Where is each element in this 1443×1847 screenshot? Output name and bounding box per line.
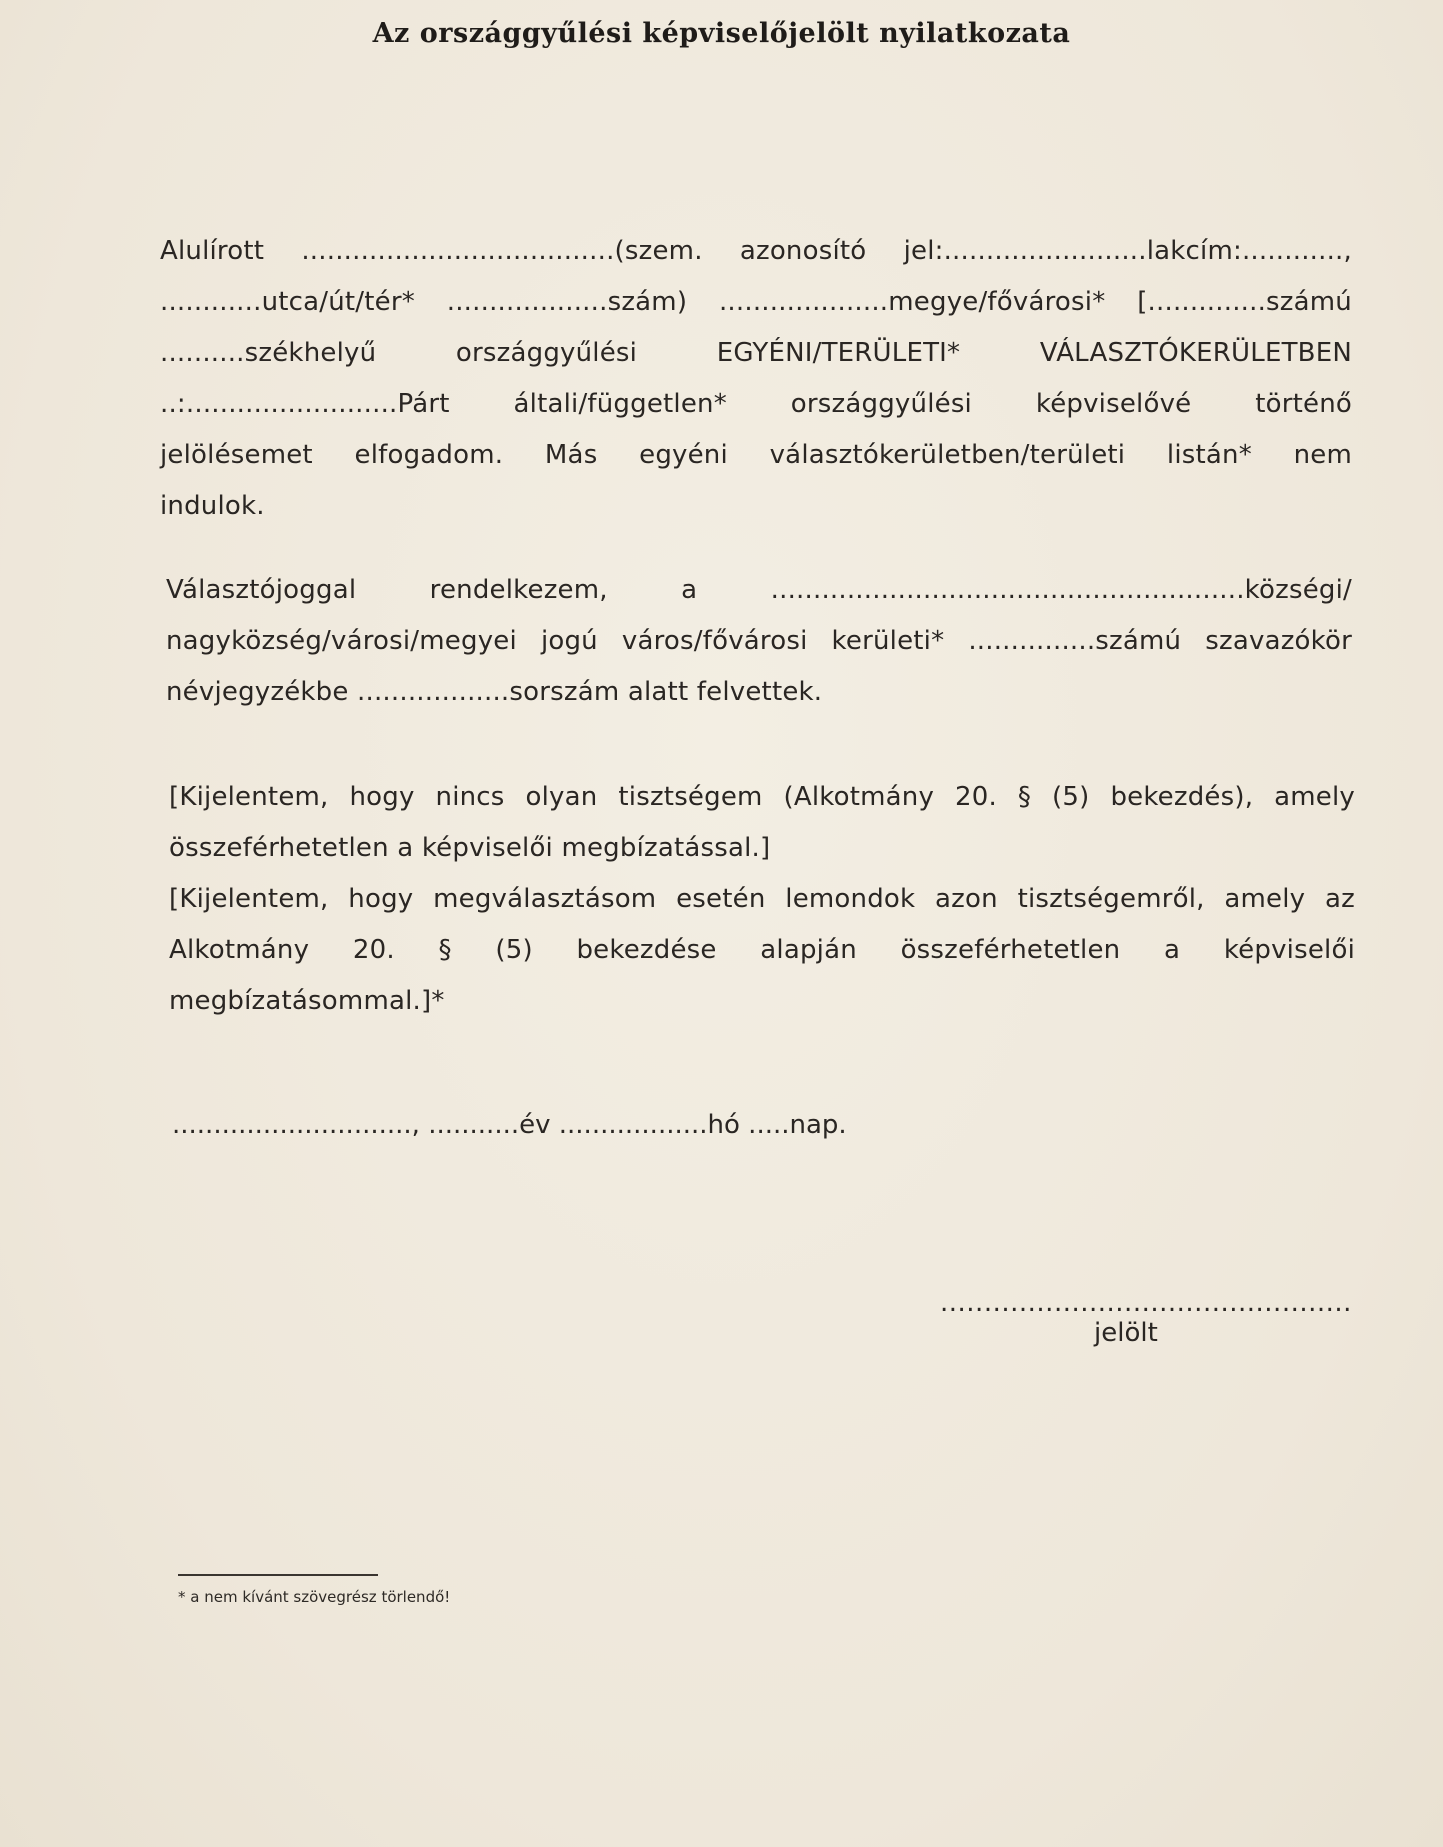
signature-label: jelölt: [1094, 1318, 1158, 1348]
paragraph-line: Választójoggal rendelkezem, a ........................................................községi/: [166, 575, 1352, 605]
signature-line: ...............................................: [940, 1288, 1352, 1318]
paragraph-line: megbízatásommal.]*: [169, 986, 445, 1016]
footnote-divider: [178, 1574, 378, 1576]
paragraph-line: ..........székhelyű országgyűlési EGYÉNI/TERÜLETI* VÁLASZTÓKERÜLETBEN: [160, 338, 1352, 368]
paragraph-line: Alkotmány 20. § (5) bekezdése alapján összeférhetetlen a képviselői: [169, 935, 1355, 965]
paragraph-line: nagyközség/városi/megyei jogú város/fővárosi kerületi* ...............számú szavazókör: [166, 626, 1352, 656]
paragraph-line: [Kijelentem, hogy megválasztásom esetén lemondok azon tisztségemről, amely az: [169, 884, 1355, 914]
paragraph-line: összeférhetetlen a képviselői megbízatással.]: [169, 833, 771, 863]
voting-right-paragraph: [166, 565, 1352, 718]
incompatibility-paragraph: [169, 772, 1355, 1027]
document-title: Az országgyűlési képviselőjelölt nyilatkozata: [372, 18, 1071, 49]
paragraph-line: ............utca/út/tér* ...................szám) ....................megye/fővárosi* [..............számú: [160, 287, 1352, 317]
paragraph-line: indulok.: [160, 491, 265, 521]
footnote: [178, 1588, 450, 1606]
paragraph-line: jelölésemet elfogadom. Más egyéni választókerületben/területi listán* nem: [160, 440, 1352, 470]
date-line: ............................., ...........év ..................hó .....nap.: [172, 1110, 847, 1140]
declaration-paragraph: [160, 226, 1352, 532]
paragraph-line: [Kijelentem, hogy nincs olyan tisztségem (Alkotmány 20. § (5) bekezdés), amely: [169, 782, 1355, 812]
paragraph-line: Alulírott .....................................(szem. azonosító jel:........................lakcím:............,: [160, 236, 1352, 266]
paragraph-line: névjegyzékbe ..................sorszám alatt felvettek.: [166, 677, 823, 707]
paragraph-line: ..:.........................Párt általi/független* országgyűlési képviselővé történő: [160, 389, 1352, 419]
footnote-text: * a nem kívánt szövegrész törlendő!: [178, 1588, 451, 1606]
